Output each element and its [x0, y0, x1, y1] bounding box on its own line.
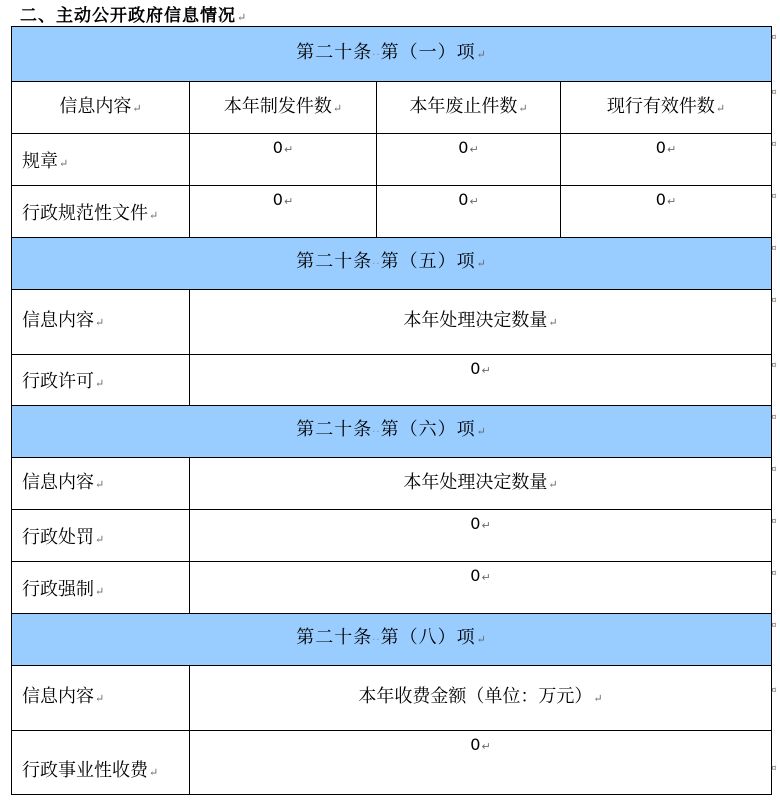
row-end-mark-icon: ¤	[771, 517, 777, 527]
row-label: 行政强制↵	[12, 562, 190, 614]
row-end-mark-icon: ¤	[771, 686, 777, 696]
header-info-content: 信息内容↵	[12, 290, 190, 355]
cell-value: 0↵	[190, 731, 772, 795]
table-row	[12, 134, 772, 186]
section-title-row	[12, 238, 772, 290]
cell-value: 0↵	[190, 186, 377, 238]
row-label: 行政许可↵	[12, 355, 190, 406]
row-end-mark-icon: ¤	[771, 413, 777, 423]
paragraph-mark-icon: ↵	[237, 11, 248, 24]
column-header-row	[12, 458, 772, 510]
header-info-content: 信息内容↵	[12, 666, 190, 731]
header-repealed-count: 本年废止件数↵	[377, 82, 561, 134]
section-title-row	[12, 614, 772, 666]
header-info-content: 信息内容↵	[12, 82, 190, 134]
section-heading: 二、主动公开政府信息情况↵	[20, 6, 248, 26]
cell-value: 0↵	[190, 562, 772, 614]
table-row	[12, 355, 772, 406]
section-title: 第二十条··第（一）项↵	[12, 27, 772, 82]
column-header-row	[12, 290, 772, 355]
section-title: 第二十条··第（八）项↵	[12, 614, 772, 666]
column-header-row	[12, 666, 772, 731]
info-disclosure-table	[11, 26, 772, 795]
row-end-mark-icon: ¤	[771, 764, 777, 774]
section-title-row	[12, 406, 772, 458]
header-issued-count: 本年制发件数↵	[190, 82, 377, 134]
row-end-mark-icon: ¤	[771, 361, 777, 371]
cell-value: 0↵	[190, 355, 772, 406]
cell-value: 0↵	[190, 510, 772, 562]
header-decision-count: 本年处理决定数量↵	[190, 290, 772, 355]
section-title-row	[12, 27, 772, 82]
table-row	[12, 510, 772, 562]
section-title: 第二十条··第（六）项↵	[12, 406, 772, 458]
cell-value: 0↵	[377, 186, 561, 238]
row-end-mark-icon: ¤	[771, 465, 777, 475]
table-row	[12, 186, 772, 238]
column-header-row	[12, 82, 772, 134]
header-decision-count: 本年处理决定数量↵	[190, 458, 772, 510]
cell-value: 0↵	[190, 134, 377, 186]
row-end-mark-icon: ¤	[771, 244, 777, 254]
row-end-mark-icon: ¤	[771, 88, 777, 98]
row-end-mark-icon: ¤	[771, 192, 777, 202]
header-info-content: 信息内容↵	[12, 458, 190, 510]
cell-value: 0↵	[561, 186, 772, 238]
cell-value: 0↵	[561, 134, 772, 186]
header-fee-amount: 本年收费金额（单位：万元）↵	[190, 666, 772, 731]
section-title: 第二十条··第（五）项↵	[12, 238, 772, 290]
row-end-mark-icon: ¤	[771, 140, 777, 150]
row-end-mark-icon: ¤	[771, 621, 777, 631]
table-row	[12, 562, 772, 614]
row-end-mark-icon: ¤	[771, 33, 777, 43]
table-row	[12, 731, 772, 795]
row-label: 规章↵	[12, 134, 190, 186]
header-valid-count: 现行有效件数↵	[561, 82, 772, 134]
cell-value: 0↵	[377, 134, 561, 186]
row-label: 行政处罚↵	[12, 510, 190, 562]
row-label: 行政规范性文件↵	[12, 186, 190, 238]
row-end-mark-icon: ¤	[771, 296, 777, 306]
row-end-mark-icon: ¤	[771, 569, 777, 579]
row-label: 行政事业性收费↵	[12, 731, 190, 795]
